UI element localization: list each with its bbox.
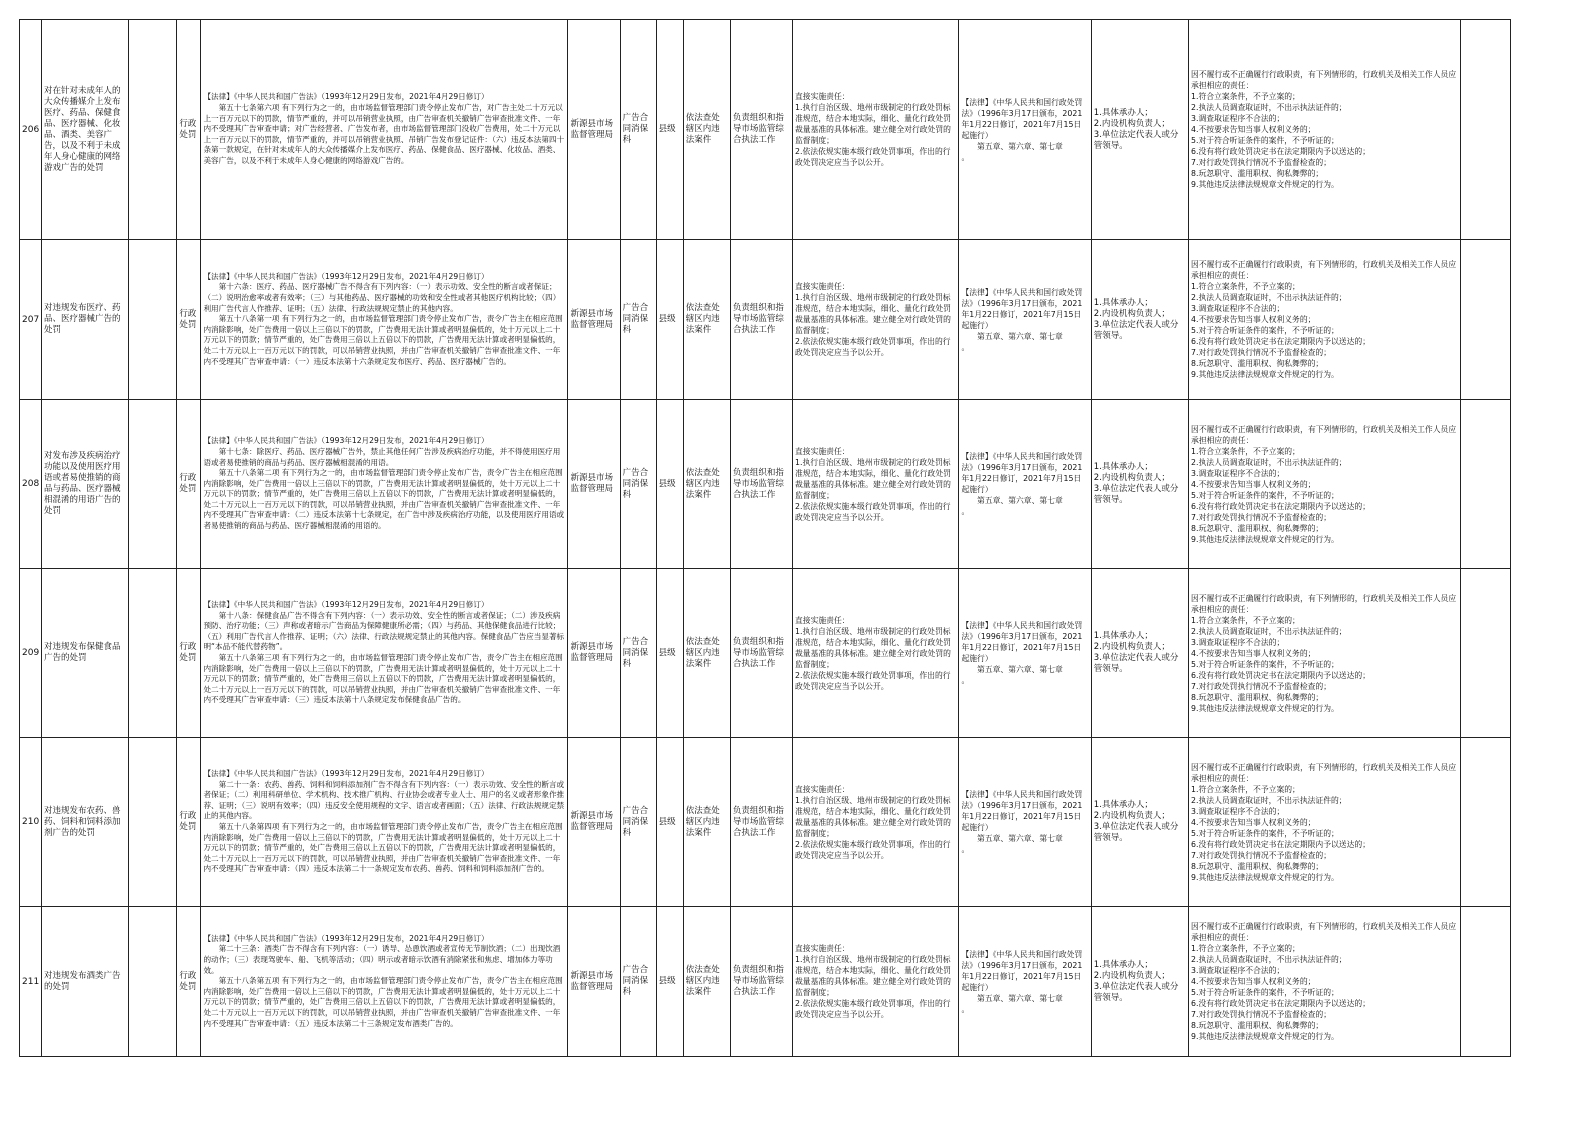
penalty-law-cell — [959, 738, 1091, 907]
department-cell — [568, 240, 620, 400]
cell-text: 第五十八条第五项 有下列行为之一的，由市场监督管理部门责令停止发布广告，责令广告主在相应范围内消除影响，处广告费用一倍以上三倍以下的罚款，广告费用无法计算或者明显偏低的，处十万元以上二十万元以下的罚款；情节严重的，处广告费用三倍以上五倍以下的罚款，广告费用无法计算或者明显偏低的，处二十万元以上一百万元以下的罚款，可以吊销营业执照，并由广告审查机关撤销广告审查批准文件、一年内不受理其广告审查申请：（五）违反本法第二十三条规定发布酒类广告的。 — [203, 976, 563, 1028]
legal-basis — [201, 569, 568, 738]
cell-text: 3.单位法定代表人或分管领导。 — [1093, 822, 1179, 843]
cell-text: 对违规发布酒类广告的处罚 — [44, 970, 121, 992]
cell-text: 1.符合立案条件，不予立案的； — [1191, 282, 1300, 291]
cell-text: 【法律】《中华人民共和国广告法》（1993年12月29日发布，2021年4月29日修订） — [203, 436, 489, 446]
accountability-cell — [1189, 569, 1461, 738]
cell-text: 【法律】《中华人民共和国广告法》（1993年12月29日发布，2021年4月29日修订） — [203, 933, 489, 943]
responsibility-cell — [793, 20, 959, 240]
cell-text: 4.不按要求告知当事人权利义务的； — [1191, 315, 1316, 324]
cell-text: 第五章、第六章、第七章 — [977, 993, 1063, 1003]
cell-text: 1.具体承办人； — [1093, 462, 1153, 472]
cell-text: 因不履行或不正确履行行政职责，有下列情形的，行政机关及相关工作人员应承担相应的责任： — [1191, 70, 1457, 90]
cell-text: 第二十三条：酒类广告不得含有下列内容：（一）诱导、怂恿饮酒或者宣传无节制饮酒；（二）出现饮酒的动作；（三）表现驾驶车、船、飞机等活动；（四）明示或者暗示饮酒有消除紧张和焦虑、增加体力等功效。 — [203, 944, 561, 975]
cell-text: 第五十八条第一项 有下列行为之一的，由市场监督管理部门责令停止发布广告，责令广告主在相应范围内消除影响，处广告费用一倍以上三倍以下的罚款，广告费用无法计算或者明显偏低的，处十万元以上二十万元以下的罚款；情节严重的，处广告费用三倍以上五倍以下的罚款，广告费用无法计算或者明显偏低的，处二十万元以上一百万元以下的罚款，可以吊销营业执照，并由广告审查机关撤销广告审查批准文件、一年内不受理其广告审查申请：（一）违反本法第十六条规定发布医疗、药品、医疗器械广告的。 — [203, 314, 563, 366]
responsible-person-cell — [1091, 907, 1188, 1057]
duty-cell — [730, 738, 792, 907]
category-cell — [177, 400, 201, 569]
cell-text: 1.具体承办人； — [1093, 959, 1153, 970]
scope-cell — [683, 738, 730, 907]
cell-text: 9.其他违反法律法规规章文件规定的行为。 — [1191, 534, 1339, 544]
cell-text: 209 — [22, 648, 40, 658]
cell-text: 直接实施责任： — [795, 282, 850, 291]
cell-text: 第二十一条：农药、兽药、饲料和饲料添加剂广告不得含有下列内容：（一）表示功效、安全性的断言或者保证；（二）利用科研单位、学术机构、技术推广机构、行业协会或者专业人士、用户的名义或者形象作推荐、证明；（三）说明有效率；（四）违反安全使用规程的文字、语言或者画面；（五）法律、行政法规规定禁止的其他内容。 — [203, 779, 565, 821]
cell-text: 206 — [22, 124, 40, 135]
cell-text: 5.对于符合听证条件的案件，不予听证的； — [1191, 988, 1339, 997]
cell-text: 8.玩忽职守、滥用职权、徇私舞弊的； — [1191, 1021, 1324, 1030]
cell-text: 【法律】《中华人民共和国广告法》（1993年12月29日发布，2021年4月29日修订） — [203, 600, 489, 610]
cell-text: 7.对行政处罚执行情况不予监督检查的； — [1191, 348, 1332, 357]
responsible-person-cell — [1091, 20, 1188, 240]
cell-text: 广告合同消保科 — [622, 805, 649, 838]
cell-text: 直接实施责任： — [795, 944, 850, 953]
unit-cell — [620, 907, 656, 1057]
cell-text: 7.对行政处罚执行情况不予监督检查的； — [1191, 850, 1332, 860]
table-row — [20, 400, 1511, 569]
cell-text: 2.内设机构负责人； — [1093, 473, 1170, 483]
cell-text: 6.没有将行政处罚决定书在法定期限内予以送达的； — [1191, 337, 1370, 346]
cell-text: 4.不按要求告知当事人权利义务的； — [1191, 479, 1316, 489]
cell-text: 2.内设机构负责人； — [1093, 118, 1170, 129]
cell-text: 广告合同消保科 — [622, 303, 649, 335]
cell-text: 依法查处辖区内违法案件 — [685, 805, 720, 838]
cell-text: 2.执法人员调查取证时，不出示执法证件的； — [1191, 795, 1347, 805]
level-cell — [656, 569, 683, 738]
cell-text: 县级 — [658, 816, 676, 827]
cell-text: 负责组织和指导市场监管综合执法工作 — [732, 965, 784, 997]
cell-text: 第五十八条第三项 有下列行为之一的，由市场监督管理部门责令停止发布广告，责令广告主在相应范围内消除影响，处广告费用一倍以上三倍以下的罚款，广告费用无法计算或者明显偏低的，处十万元以上二十万元以下的罚款；情节严重的，处广告费用三倍以上五倍以下的罚款，广告费用无法计算或者明显偏低的，处二十万元以上一百万元以下的罚款，可以吊销营业执照，并由广告审查机关撤销广告审查批准文件、一年内不受理其广告审查申请：（三）违反本法第十八条规定发布保健食品广告的。 — [203, 653, 563, 705]
cell-text: 2.依法依规实施本级行政处罚事项，作出的行政处罚决定应当予以公开。 — [795, 147, 951, 167]
cell-text: 。 — [961, 676, 970, 685]
power-list-table — [19, 19, 1511, 1057]
remarks-cell — [1460, 569, 1510, 738]
legal-basis — [201, 738, 568, 907]
accountability-cell — [1189, 240, 1461, 400]
cell-text: 因不履行或不正确履行行政职责，有下列情形的，行政机关及相关工作人员应承担相应的责任： — [1191, 260, 1457, 280]
remarks-cell — [1460, 738, 1510, 907]
cell-text: 3.调查取证程序不合法的； — [1191, 114, 1285, 123]
responsible-person-cell — [1091, 738, 1188, 907]
cell-text: 因不履行或不正确履行行政职责，有下列情形的，行政机关及相关工作人员应承担相应的责任： — [1191, 762, 1457, 783]
cell-text: 2.依法依规实施本级行政处罚事项，作出的行政处罚决定应当予以公开。 — [795, 999, 951, 1019]
cell-text: 5.对于符合听证条件的案件，不予听证的； — [1191, 490, 1339, 500]
category-cell — [177, 20, 201, 240]
cell-text: 【法律】《中华人民共和国行政处罚法》（1996年3月17日颁布，2021年1月22日修订，2021年7月15日起施行） — [961, 452, 1083, 494]
penalty-law-cell — [959, 569, 1091, 738]
category-cell — [177, 569, 201, 738]
sub-item-cell — [129, 738, 177, 907]
responsible-person-cell — [1091, 400, 1188, 569]
duty-cell — [730, 240, 792, 400]
accountability-cell — [1189, 400, 1461, 569]
scope-cell — [683, 20, 730, 240]
cell-text: 1.具体承办人； — [1093, 297, 1153, 308]
cell-text: 8.玩忽职守、滥用职权、徇私舞弊的； — [1191, 523, 1324, 533]
cell-text: 依法查处辖区内违法案件 — [685, 467, 720, 500]
penalty-law-cell — [959, 400, 1091, 569]
cell-text: 1.执行自治区级、地州市级制定的行政处罚标准规范，结合本地实际，细化、量化行政处罚裁量基准的具体标准。建立健全对行政处罚的监督制度； — [795, 293, 951, 335]
duty-cell — [730, 907, 792, 1057]
cell-text: 直接实施责任： — [795, 784, 850, 794]
table-row — [20, 240, 1511, 400]
level-cell — [656, 738, 683, 907]
row-number — [20, 907, 42, 1057]
cell-text: 【法律】《中华人民共和国行政处罚法》（1996年3月17日颁布，2021年1月22日修订，2021年7月15日起施行） — [961, 621, 1083, 663]
cell-text: 8.玩忽职守、滥用职权、徇私舞弊的； — [1191, 169, 1324, 178]
cell-text: 县级 — [658, 976, 676, 986]
level-cell — [656, 400, 683, 569]
cell-text: 依法查处辖区内违法案件 — [685, 113, 720, 145]
cell-text: 新源县市场监督管理局 — [570, 118, 613, 140]
cell-text: 8.玩忽职守、滥用职权、徇私舞弊的； — [1191, 692, 1324, 702]
cell-text: 。 — [961, 1004, 970, 1014]
cell-text: 5.对于符合听证条件的案件，不予听证的； — [1191, 326, 1339, 335]
cell-text: 依法查处辖区内违法案件 — [685, 636, 720, 669]
cell-text: 依法查处辖区内违法案件 — [685, 303, 720, 335]
cell-text: 7.对行政处罚执行情况不予监督检查的； — [1191, 681, 1332, 691]
cell-text: 2.内设机构负责人； — [1093, 308, 1170, 319]
cell-text: 7.对行政处罚执行情况不予监督检查的； — [1191, 512, 1332, 522]
responsible-person-cell — [1091, 569, 1188, 738]
cell-text: 因不履行或不正确履行行政职责，有下列情形的，行政机关及相关工作人员应承担相应的责任： — [1191, 922, 1457, 942]
cell-text: 第五十八条第二项 有下列行为之一的，由市场监督管理部门责令停止发布广告，责令广告主在相应范围内消除影响，处广告费用一倍以上三倍以下的罚款，广告费用无法计算或者明显偏低的，处十万元以上二十万元以下的罚款；情节严重的，处广告费用三倍以上五倍以下的罚款，广告费用无法计算或者明显偏低的，处二十万元以上一百万元以下的罚款，可以吊销营业执照，并由广告审查机关撤销广告审查批准文件、一年内不受理其广告审查申请：（二）违反本法第十七条规定，在广告中涉及疾病治疗功能，以及使用医疗用语或者易使推销的商品与药品、医疗器械相混淆的用语的。 — [203, 468, 565, 531]
cell-text: 2.内设机构负责人； — [1093, 811, 1170, 821]
cell-text: 第五章、第六章、第七章 — [977, 331, 1063, 341]
table-row — [20, 569, 1511, 738]
row-number — [20, 738, 42, 907]
cell-text: 对在针对未成年人的大众传播媒介上发布医疗、药品、保健食品、医疗器械、化妆品、酒类、美容广告，以及不利于未成年人身心健康的网络游戏广告的处罚 — [44, 85, 121, 173]
cell-text: 对违规发布农药、兽药、饲料和饲料添加剂广告的处罚 — [44, 805, 121, 838]
cell-text: 因不履行或不正确履行行政职责，有下列情形的，行政机关及相关工作人员应承担相应的责任： — [1191, 424, 1457, 445]
category-cell — [177, 240, 201, 400]
cell-text: 新源县市场监督管理局 — [570, 473, 613, 494]
cell-text: 210 — [22, 817, 40, 827]
cell-text: 1.符合立案条件，不予立案的； — [1191, 615, 1300, 625]
cell-text: 负责组织和指导市场监管综合执法工作 — [732, 113, 784, 145]
cell-text: 【法律】《中华人民共和国广告法》（1993年12月29日发布，2021年4月29日修订） — [203, 769, 489, 779]
cell-text: 新源县市场监督管理局 — [570, 308, 613, 330]
cell-text: 负责组织和指导市场监管综合执法工作 — [732, 805, 784, 838]
cell-text: 1.具体承办人； — [1093, 800, 1153, 810]
cell-text: 2.依法依规实施本级行政处罚事项，作出的行政处罚决定应当予以公开。 — [795, 337, 951, 357]
cell-text: 5.对于符合听证条件的案件，不予听证的； — [1191, 659, 1339, 669]
cell-text: 。 — [961, 342, 970, 352]
cell-text: 2.内设机构负责人； — [1093, 970, 1170, 981]
cell-text: 4.不按要求告知当事人权利义务的； — [1191, 125, 1316, 134]
cell-text: 1.执行自治区级、地州市级制定的行政处罚标准规范，结合本地实际，细化、量化行政处罚裁量基准的具体标准。建立健全对行政处罚的监督制度； — [795, 626, 951, 669]
cell-text: 行政处罚 — [179, 118, 197, 140]
scope-cell — [683, 907, 730, 1057]
sub-item-cell — [129, 907, 177, 1057]
item-name — [42, 400, 129, 569]
cell-text: 负责组织和指导市场监管综合执法工作 — [732, 636, 784, 669]
cell-text: 2.依法依规实施本级行政处罚事项，作出的行政处罚决定应当予以公开。 — [795, 839, 951, 860]
cell-text: 。 — [961, 507, 970, 516]
cell-text: 【法律】《中华人民共和国广告法》（1993年12月29日发布，2021年4月29日修订） — [203, 271, 489, 281]
department-cell — [568, 907, 620, 1057]
cell-text: 1.执行自治区级、地州市级制定的行政处罚标准规范，结合本地实际，细化、量化行政处罚裁量基准的具体标准。建立健全对行政处罚的监督制度； — [795, 457, 951, 500]
table-row — [20, 738, 1511, 907]
cell-text: 5.对于符合听证条件的案件，不予听证的； — [1191, 828, 1339, 838]
responsibility-cell — [793, 738, 959, 907]
sub-item-cell — [129, 20, 177, 240]
accountability-cell — [1189, 907, 1461, 1057]
cell-text: 对违规发布医疗、药品、医疗器械广告的处罚 — [44, 303, 121, 335]
cell-text: 6.没有将行政处罚决定书在法定期限内予以送达的； — [1191, 147, 1370, 156]
cell-text: 【法律】《中华人民共和国行政处罚法》（1996年3月17日颁布，2021年1月22日修订，2021年7月15日起施行） — [961, 287, 1083, 330]
item-name — [42, 240, 129, 400]
duty-cell — [730, 400, 792, 569]
department-cell — [568, 738, 620, 907]
cell-text: 2.依法依规实施本级行政处罚事项，作出的行政处罚决定应当予以公开。 — [795, 501, 951, 522]
cell-text: 2.执法人员调查取证时，不出示执法证件的； — [1191, 293, 1347, 302]
table-body — [20, 20, 1511, 1057]
cell-text: 负责组织和指导市场监管综合执法工作 — [732, 467, 784, 500]
cell-text: 3.单位法定代表人或分管领导。 — [1093, 319, 1179, 341]
cell-text: 因不履行或不正确履行行政职责，有下列情形的，行政机关及相关工作人员应承担相应的责任： — [1191, 593, 1457, 614]
responsibility-cell — [793, 400, 959, 569]
cell-text: 第十七条：除医疗、药品、医疗器械广告外，禁止其他任何广告涉及疾病治疗功能，并不得使用医疗用语或者易使推销的商品与药品、医疗器械相混淆的用语。 — [203, 446, 561, 467]
category-cell — [177, 738, 201, 907]
legal-basis — [201, 400, 568, 569]
cell-text: 6.没有将行政处罚决定书在法定期限内予以送达的； — [1191, 839, 1370, 849]
row-number — [20, 569, 42, 738]
cell-text: 3.调查取证程序不合法的； — [1191, 806, 1285, 816]
penalty-law-cell — [959, 20, 1091, 240]
cell-text: 直接实施责任： — [795, 615, 850, 625]
scope-cell — [683, 569, 730, 738]
cell-text: 1.执行自治区级、地州市级制定的行政处罚标准规范，结合本地实际，细化、量化行政处罚裁量基准的具体标准。建立健全对行政处罚的监督制度； — [795, 103, 951, 145]
cell-text: 1.符合立案条件，不予立案的； — [1191, 446, 1300, 456]
cell-text: 3.单位法定代表人或分管领导。 — [1093, 484, 1179, 505]
cell-text: 6.没有将行政处罚决定书在法定期限内予以送达的； — [1191, 501, 1370, 511]
cell-text: 5.对于符合听证条件的案件，不予听证的； — [1191, 136, 1339, 145]
cell-text: 9.其他违反法律法规规章文件规定的行为。 — [1191, 703, 1339, 713]
item-name — [42, 569, 129, 738]
accountability-cell — [1189, 20, 1461, 240]
cell-text: 7.对行政处罚执行情况不予监督检查的； — [1191, 1010, 1332, 1019]
item-name — [42, 738, 129, 907]
table-row — [20, 907, 1511, 1057]
responsibility-cell — [793, 907, 959, 1057]
duty-cell — [730, 569, 792, 738]
cell-text: 第五章、第六章、第七章 — [977, 141, 1063, 151]
cell-text: 第五章、第六章、第七章 — [977, 834, 1063, 843]
cell-text: 直接实施责任： — [795, 446, 850, 456]
cell-text: 2.执法人员调查取证时，不出示执法证件的； — [1191, 955, 1347, 964]
cell-text: 6.没有将行政处罚决定书在法定期限内予以送达的； — [1191, 670, 1370, 680]
cell-text: 县级 — [658, 314, 676, 324]
cell-text: 第十八条：保健食品广告不得含有下列内容：（一）表示功效、安全性的断言或者保证；（二）涉及疾病预防、治疗功能；（三）声称或者暗示广告商品为保障健康所必需；（四）与药品、其他保健食品进行比较；（五）利用广告代言人作推荐、证明；（六）法律、行政法规规定禁止的其他内容。保健食品广告应当显著标明“本品不能代替药物”。 — [203, 610, 565, 652]
cell-text: 9.其他违反法律法规规章文件规定的行为。 — [1191, 872, 1339, 882]
penalty-law-cell — [959, 240, 1091, 400]
legal-basis — [201, 907, 568, 1057]
penalty-law-cell — [959, 907, 1091, 1057]
remarks-cell — [1460, 400, 1510, 569]
unit-cell — [620, 738, 656, 907]
cell-text: 8.玩忽职守、滥用职权、徇私舞弊的； — [1191, 359, 1324, 368]
cell-text: 行政处罚 — [179, 473, 197, 494]
accountability-cell — [1189, 738, 1461, 907]
cell-text: 。 — [961, 845, 970, 854]
level-cell — [656, 907, 683, 1057]
cell-text: 1.符合立案条件，不予立案的； — [1191, 784, 1300, 794]
cell-text: 第五十八条第四项 有下列行为之一的，由市场监督管理部门责令停止发布广告，责令广告主在相应范围内消除影响，处广告费用一倍以上三倍以下的罚款，广告费用无法计算或者明显偏低的，处十万元以上二十万元以下的罚款；情节严重的，处广告费用三倍以上五倍以下的罚款，广告费用无法计算或者明显偏低的，处二十万元以上一百万元以下的罚款，可以吊销营业执照，并由广告审查机关撤销广告审查批准文件、一年内不受理其广告审查申请：（四）违反本法第二十一条规定发布农药、兽药、饲料和饲料添加剂广告的。 — [203, 822, 563, 874]
legal-basis — [201, 240, 568, 400]
cell-text: 【法律】《中华人民共和国广告法》（1993年12月29日发布，2021年4月29日修订） — [203, 92, 489, 102]
cell-text: 第五章、第六章、第七章 — [977, 496, 1063, 505]
cell-text: 。 — [961, 152, 970, 162]
row-number — [20, 20, 42, 240]
cell-text: 207 — [22, 314, 40, 325]
cell-text: 211 — [22, 976, 40, 987]
level-cell — [656, 20, 683, 240]
cell-text: 新源县市场监督管理局 — [570, 642, 613, 663]
cell-text: 3.单位法定代表人或分管领导。 — [1093, 653, 1179, 674]
cell-text: 新源县市场监督管理局 — [570, 970, 613, 992]
responsibility-cell — [793, 240, 959, 400]
scope-cell — [683, 240, 730, 400]
cell-text: 4.不按要求告知当事人权利义务的； — [1191, 977, 1316, 986]
sub-item-cell — [129, 400, 177, 569]
cell-text: 1.符合立案条件，不予立案的； — [1191, 944, 1300, 953]
cell-text: 对发布涉及疾病治疗功能以及使用医疗用语或者易使推销的商品与药品、医疗器械相混淆的用语广告的处罚 — [44, 451, 121, 516]
cell-text: 行政处罚 — [179, 642, 197, 663]
cell-text: 2.执法人员调查取证时，不出示执法证件的； — [1191, 626, 1347, 636]
cell-text: 广告合同消保科 — [622, 113, 649, 145]
cell-text: 9.其他违反法律法规规章文件规定的行为。 — [1191, 370, 1339, 379]
unit-cell — [620, 20, 656, 240]
remarks-cell — [1460, 240, 1510, 400]
duty-cell — [730, 20, 792, 240]
department-cell — [568, 400, 620, 569]
cell-text: 第五章、第六章、第七章 — [977, 665, 1063, 674]
cell-text: 4.不按要求告知当事人权利义务的； — [1191, 817, 1316, 827]
cell-text: 行政处罚 — [179, 970, 197, 992]
cell-text: 直接实施责任： — [795, 92, 850, 101]
cell-text: 广告合同消保科 — [622, 467, 649, 500]
cell-text: 8.玩忽职守、滥用职权、徇私舞弊的； — [1191, 861, 1324, 871]
cell-text: 第五十七条第六项 有下列行为之一的，由市场监督管理部门责令停止发布广告，对广告主处二十万元以上一百万元以下的罚款，情节严重的，并可以吊销营业执照，由广告审查机关撤销广告审查批准文件、一年内不受理其广告审查申请；对广告经营者、广告发布者，由市场监督管理部门没收广告费用，处二十万元以上一百万元以下的罚款，情节严重的，并可以吊销营业执照、吊销广告发布登记证件：（六）违反本法第四十条第一款规定，在针对未成年人的大众传播媒介上发布医疗、药品、保健食品、医疗器械、化妆品、酒类、美容广告，以及不利于未成年人身心健康的网络游戏广告的。 — [203, 103, 565, 165]
department-cell — [568, 20, 620, 240]
unit-cell — [620, 400, 656, 569]
cell-text: 广告合同消保科 — [622, 965, 649, 997]
cell-text: 3.调查取证程序不合法的； — [1191, 304, 1285, 313]
unit-cell — [620, 569, 656, 738]
cell-text: 1.执行自治区级、地州市级制定的行政处罚标准规范，结合本地实际，细化、量化行政处罚裁量基准的具体标准。建立健全对行政处罚的监督制度； — [795, 795, 951, 838]
cell-text: 行政处罚 — [179, 308, 197, 330]
row-number — [20, 240, 42, 400]
level-cell — [656, 240, 683, 400]
cell-text: 第十六条：医疗、药品、医疗器械广告不得含有下列内容：（一）表示功效、安全性的断言或者保证；（二）说明治愈率或者有效率；（三）与其他药品、医疗器械的功效和安全性或者其他医疗机构比较；（四）利用广告代言人作推荐、证明；（五）法律、行政法规规定禁止的其他内容。 — [203, 282, 561, 313]
cell-text: 9.其他违反法律法规规章文件规定的行为。 — [1191, 1032, 1339, 1041]
row-number — [20, 400, 42, 569]
cell-text: 3.调查取证程序不合法的； — [1191, 468, 1285, 478]
cell-text: 广告合同消保科 — [622, 636, 649, 669]
unit-cell — [620, 240, 656, 400]
cell-text: 1.具体承办人； — [1093, 107, 1153, 118]
sub-item-cell — [129, 240, 177, 400]
cell-text: 1.符合立案条件，不予立案的； — [1191, 92, 1300, 101]
cell-text: 2.依法依规实施本级行政处罚事项，作出的行政处罚决定应当予以公开。 — [795, 670, 951, 691]
cell-text: 【法律】《中华人民共和国行政处罚法》（1996年3月17日颁布，2021年1月22日修订，2021年7月15日起施行） — [961, 790, 1083, 832]
cell-text: 1.执行自治区级、地州市级制定的行政处罚标准规范，结合本地实际，细化、量化行政处罚裁量基准的具体标准。建立健全对行政处罚的监督制度； — [795, 955, 951, 997]
cell-text: 负责组织和指导市场监管综合执法工作 — [732, 303, 784, 335]
item-name — [42, 20, 129, 240]
cell-text: 县级 — [658, 647, 676, 658]
cell-text: 【法律】《中华人民共和国行政处罚法》（1996年3月17日颁布，2021年1月22日修订，2021年7月15日起施行） — [961, 949, 1083, 992]
remarks-cell — [1460, 907, 1510, 1057]
cell-text: 新源县市场监督管理局 — [570, 811, 613, 832]
cell-text: 3.调查取证程序不合法的； — [1191, 966, 1285, 975]
cell-text: 4.不按要求告知当事人权利义务的； — [1191, 648, 1316, 658]
cell-text: 9.其他违反法律法规规章文件规定的行为。 — [1191, 180, 1339, 189]
department-cell — [568, 569, 620, 738]
sub-item-cell — [129, 569, 177, 738]
cell-text: 3.单位法定代表人或分管领导。 — [1093, 981, 1179, 1003]
cell-text: 县级 — [658, 124, 676, 134]
cell-text: 【法律】《中华人民共和国行政处罚法》（1996年3月17日颁布，2021年1月22日修订，2021年7月15日起施行） — [961, 97, 1083, 140]
category-cell — [177, 907, 201, 1057]
cell-text: 6.没有将行政处罚决定书在法定期限内予以送达的； — [1191, 999, 1370, 1008]
cell-text: 1.具体承办人； — [1093, 631, 1153, 641]
cell-text: 2.执法人员调查取证时，不出示执法证件的； — [1191, 103, 1347, 112]
cell-text: 依法查处辖区内违法案件 — [685, 965, 720, 997]
cell-text: 县级 — [658, 478, 676, 489]
remarks-cell — [1460, 20, 1510, 240]
legal-basis — [201, 20, 568, 240]
cell-text: 行政处罚 — [179, 811, 197, 832]
responsible-person-cell — [1091, 240, 1188, 400]
cell-text: 3.单位法定代表人或分管领导。 — [1093, 129, 1179, 151]
table-row — [20, 20, 1511, 240]
cell-text: 对违规发布保健食品广告的处罚 — [44, 642, 121, 663]
cell-text: 3.调查取证程序不合法的； — [1191, 637, 1285, 647]
item-name — [42, 907, 129, 1057]
scope-cell — [683, 400, 730, 569]
cell-text: 2.执法人员调查取证时，不出示执法证件的； — [1191, 457, 1347, 467]
cell-text: 7.对行政处罚执行情况不予监督检查的； — [1191, 158, 1332, 167]
cell-text: 2.内设机构负责人； — [1093, 642, 1170, 652]
cell-text: 208 — [22, 479, 40, 489]
responsibility-cell — [793, 569, 959, 738]
